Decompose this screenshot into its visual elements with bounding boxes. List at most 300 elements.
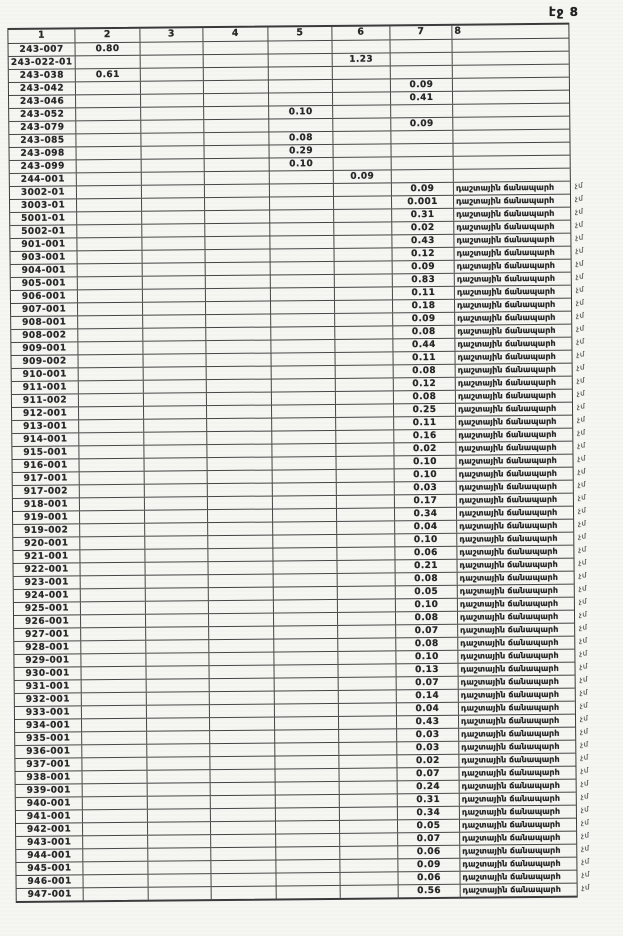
- margin-note: չմ: [578, 558, 587, 567]
- empty-cell: [334, 339, 392, 352]
- row-id: 911-002: [22, 395, 68, 406]
- empty-cell: [273, 574, 337, 587]
- empty-cell: [275, 795, 339, 808]
- margin-note: չմ: [575, 233, 584, 242]
- road-type-cell: դաշտային ճանապարհ: [457, 598, 573, 611]
- row-id: 3003-01: [20, 200, 66, 211]
- row-id: 909-001: [22, 343, 67, 354]
- road-type-cell: դաշտային ճանապարհ: [459, 780, 575, 793]
- row-id: 243-022-01: [10, 57, 73, 69]
- empty-cell: [205, 289, 270, 302]
- empty-cell: [274, 756, 338, 769]
- empty-cell: [452, 104, 568, 117]
- area-value-cell: 0.08: [395, 638, 457, 651]
- margin-note: չմ: [576, 337, 585, 346]
- road-type-cell: դաշտային ճանապարհ: [459, 793, 575, 806]
- empty-cell: [81, 667, 146, 680]
- empty-cell: [146, 757, 209, 770]
- road-type-cell: դաշտային ճանապարհ: [459, 806, 575, 819]
- empty-cell: [76, 186, 141, 199]
- empty-cell: [205, 341, 270, 354]
- empty-cell: [332, 131, 390, 144]
- row-id: 932-001: [25, 694, 70, 705]
- empty-cell: [269, 236, 333, 249]
- row-id: 243-085: [20, 135, 65, 146]
- margin-note: չմ: [581, 870, 590, 879]
- area-value-cell: 0.08: [393, 391, 455, 404]
- margin-note: չմ: [577, 441, 586, 450]
- empty-cell: [143, 445, 206, 458]
- row-id: 904-001: [21, 265, 66, 276]
- area-value-cell: 0.16: [393, 430, 455, 443]
- empty-cell: [205, 250, 270, 263]
- empty-cell: [332, 105, 390, 118]
- empty-cell: [76, 212, 141, 225]
- road-type-cell: դաշտային ճանապարհ: [459, 858, 575, 871]
- empty-cell: [140, 133, 203, 146]
- empty-cell: [268, 80, 332, 93]
- empty-cell: [79, 550, 144, 563]
- empty-cell: [337, 651, 395, 664]
- road-type-cell: դաշտային ճանապարհ: [454, 273, 570, 286]
- empty-cell: [204, 198, 269, 211]
- column-header: 7: [389, 26, 451, 40]
- road-type-cell: դաշտային ճանապարհ: [459, 832, 575, 845]
- empty-cell: [77, 303, 142, 316]
- empty-cell: [335, 378, 393, 391]
- empty-cell: [79, 459, 144, 472]
- area-value-cell: 0.24: [397, 781, 459, 794]
- area-value-cell: 0.41: [390, 92, 452, 105]
- road-type-cell: դաշտային ճանապարհ: [454, 260, 570, 273]
- empty-cell: [143, 419, 206, 432]
- empty-cell: [333, 183, 391, 196]
- empty-cell: [79, 524, 144, 537]
- empty-cell: [210, 796, 275, 809]
- empty-cell: [334, 326, 392, 339]
- empty-cell: [78, 381, 143, 394]
- empty-cell: [335, 404, 393, 417]
- empty-cell: [143, 380, 206, 393]
- empty-cell: [334, 352, 392, 365]
- road-type-cell: դաշտային ճանապարհ: [454, 338, 570, 351]
- area-value-cell: 0.08: [392, 326, 454, 339]
- empty-cell: [210, 835, 275, 848]
- empty-cell: [81, 693, 146, 706]
- area-value-cell: 0.03: [394, 482, 456, 495]
- margin-note: չմ: [578, 532, 587, 541]
- empty-cell: [269, 223, 333, 236]
- area-value-cell: 0.25: [393, 404, 455, 417]
- row-id: 937-001: [26, 759, 71, 770]
- empty-cell: [140, 81, 203, 94]
- empty-cell: [143, 393, 206, 406]
- area-value-cell: 0.34: [394, 508, 456, 521]
- empty-cell: [79, 485, 144, 498]
- empty-cell: [206, 406, 271, 419]
- empty-cell: [333, 209, 391, 222]
- empty-cell: [82, 862, 147, 875]
- area-value-cell: 0.83: [392, 274, 454, 287]
- empty-cell: [146, 770, 209, 783]
- row-id: 243-052: [20, 109, 65, 120]
- road-type-cell: դաշտային ճանապարհ: [460, 884, 576, 897]
- row-id: 243-038: [19, 70, 64, 81]
- empty-cell: [452, 78, 568, 91]
- area-value-cell: 0.09: [397, 859, 459, 872]
- empty-cell: [141, 146, 204, 159]
- road-type-cell: դաշտային ճանապարհ: [454, 286, 570, 299]
- row-id: 920-001: [24, 538, 69, 549]
- empty-cell: [336, 534, 394, 547]
- row-id: 5002-01: [21, 226, 66, 237]
- empty-cell: [337, 625, 395, 638]
- empty-cell: [77, 251, 142, 264]
- empty-cell: [335, 417, 393, 430]
- empty-cell: [204, 237, 269, 250]
- empty-cell: [338, 716, 396, 729]
- empty-cell: [203, 81, 268, 94]
- road-type-cell: դաշտային ճանապարհ: [456, 559, 572, 572]
- empty-cell: [389, 40, 451, 53]
- margin-note: չմ: [580, 792, 590, 801]
- empty-cell: [334, 261, 392, 274]
- row-id: 947-001: [27, 889, 72, 900]
- empty-cell: [269, 197, 333, 210]
- empty-cell: [203, 42, 268, 55]
- area-value-cell: 0.61: [75, 69, 140, 82]
- empty-cell: [453, 156, 569, 169]
- empty-cell: [147, 796, 210, 809]
- empty-cell: [276, 886, 340, 899]
- margin-note: չմ: [580, 805, 590, 814]
- empty-cell: [337, 599, 395, 612]
- empty-cell: [77, 342, 142, 355]
- data-table: [7, 23, 590, 903]
- empty-cell: [337, 586, 395, 599]
- empty-cell: [208, 653, 273, 666]
- road-type-cell: դաշտային ճանապարհ: [459, 871, 575, 884]
- empty-cell: [210, 874, 275, 887]
- area-value-cell: 0.17: [394, 495, 456, 508]
- empty-cell: [78, 368, 143, 381]
- row-id: 907-001: [21, 304, 67, 315]
- row-id: 934-001: [25, 720, 71, 731]
- empty-cell: [274, 691, 338, 704]
- empty-cell: [143, 367, 206, 380]
- empty-cell: [337, 638, 395, 651]
- empty-cell: [336, 495, 394, 508]
- empty-cell: [81, 771, 146, 784]
- road-type-cell: դաշտային ճանապարհ: [457, 585, 573, 598]
- empty-cell: [147, 835, 210, 848]
- area-value-cell: 0.06: [397, 872, 459, 885]
- empty-cell: [275, 834, 339, 847]
- empty-cell: [76, 225, 141, 238]
- margin-note: չմ: [579, 688, 589, 697]
- column-header: 8: [451, 25, 567, 39]
- margin-note: չմ: [579, 714, 589, 723]
- empty-cell: [208, 601, 273, 614]
- road-type-cell: դաշտային ճանապարհ: [455, 390, 571, 403]
- row-id: 914-001: [23, 434, 68, 445]
- empty-cell: [270, 288, 334, 301]
- empty-cell: [144, 536, 207, 549]
- empty-cell: [210, 861, 275, 874]
- empty-cell: [451, 39, 567, 52]
- area-value-cell: 0.09: [390, 79, 452, 92]
- margin-note: չմ: [580, 740, 589, 749]
- margin-note: չմ: [577, 467, 586, 476]
- area-value-cell: 0.18: [392, 300, 454, 313]
- empty-cell: [146, 692, 209, 705]
- empty-cell: [80, 654, 145, 667]
- row-id: 938-001: [26, 772, 71, 783]
- empty-cell: [207, 536, 272, 549]
- empty-cell: [333, 222, 391, 235]
- empty-cell: [339, 807, 397, 820]
- margin-note: չմ: [575, 220, 584, 229]
- empty-cell: [75, 134, 140, 147]
- row-id: 941-001: [26, 811, 72, 822]
- road-type-cell: դաշտային ճանապարհ: [456, 533, 572, 546]
- empty-cell: [77, 290, 142, 303]
- empty-cell: [337, 612, 395, 625]
- row-id: 929-001: [25, 655, 70, 666]
- empty-cell: [391, 157, 453, 170]
- margin-note: չմ: [577, 454, 586, 463]
- empty-cell: [78, 407, 143, 420]
- empty-cell: [270, 353, 334, 366]
- margin-note: չմ: [579, 701, 589, 710]
- empty-cell: [203, 120, 268, 133]
- empty-cell: [140, 120, 203, 133]
- row-id: 916-001: [23, 460, 68, 471]
- empty-cell: [140, 55, 203, 68]
- row-id: 944-001: [27, 850, 72, 861]
- row-id: 3002-01: [20, 187, 66, 198]
- empty-cell: [270, 340, 334, 353]
- row-id: 915-001: [23, 447, 68, 458]
- area-value-cell: 0.44: [392, 339, 454, 352]
- empty-cell: [337, 573, 395, 586]
- empty-cell: [143, 432, 206, 445]
- empty-cell: [80, 615, 145, 628]
- empty-cell: [80, 628, 145, 641]
- area-value-cell: 0.08: [395, 573, 457, 586]
- empty-cell: [335, 456, 393, 469]
- row-id: 925-001: [24, 603, 70, 614]
- margin-note: չմ: [575, 246, 584, 255]
- area-value-cell: 0.06: [394, 547, 456, 560]
- empty-cell: [203, 107, 268, 120]
- empty-cell: [272, 535, 336, 548]
- empty-cell: [333, 157, 391, 170]
- empty-cell: [140, 68, 203, 81]
- empty-cell: [204, 172, 269, 185]
- road-type-cell: դաշտային ճանապարհ: [455, 403, 571, 416]
- margin-note: չմ: [575, 259, 584, 268]
- empty-cell: [272, 522, 336, 535]
- empty-cell: [273, 600, 337, 613]
- empty-cell: [144, 549, 207, 562]
- empty-cell: [204, 211, 269, 224]
- empty-cell: [209, 692, 274, 705]
- empty-cell: [338, 677, 396, 690]
- road-type-cell: դաշտային ճանապարհ: [453, 247, 569, 260]
- empty-cell: [332, 144, 390, 157]
- empty-cell: [144, 484, 207, 497]
- empty-cell: [208, 575, 273, 588]
- column-header: 4: [202, 28, 267, 42]
- empty-cell: [336, 482, 394, 495]
- row-id: 911-001: [22, 382, 67, 393]
- road-type-cell: դաշտային ճանապարհ: [455, 416, 571, 429]
- road-type-cell: դաշտային ճանապարհ: [455, 364, 571, 377]
- road-type-cell: դաշտային ճանապարհ: [454, 325, 570, 338]
- empty-cell: [339, 833, 397, 846]
- area-value-cell: 0.03: [396, 742, 458, 755]
- row-id: 243-046: [19, 96, 65, 107]
- empty-cell: [268, 119, 332, 132]
- margin-note: չմ: [577, 428, 586, 437]
- road-type-cell: դաշտային ճանապարհ: [457, 624, 573, 637]
- area-value-cell: 0.12: [391, 248, 453, 261]
- empty-cell: [142, 328, 205, 341]
- empty-cell: [338, 703, 396, 716]
- row-id: 922-001: [24, 564, 69, 575]
- road-type-cell: դաշտային ճանապարհ: [458, 767, 574, 780]
- empty-cell: [145, 588, 208, 601]
- empty-cell: [275, 847, 339, 860]
- row-id: 942-001: [26, 824, 72, 835]
- empty-cell: [145, 627, 208, 640]
- empty-cell: [338, 742, 396, 755]
- empty-cell: [269, 210, 333, 223]
- road-type-cell: դաշտային ճանապարհ: [454, 299, 570, 312]
- empty-cell: [332, 66, 390, 79]
- empty-cell: [76, 147, 141, 160]
- area-value-cell: 0.12: [393, 378, 455, 391]
- margin-note: չմ: [578, 597, 588, 606]
- margin-note: չմ: [575, 207, 584, 216]
- empty-cell: [273, 613, 337, 626]
- margin-note: չմ: [574, 194, 584, 203]
- empty-cell: [336, 560, 394, 573]
- empty-cell: [390, 66, 452, 79]
- area-value-cell: 0.11: [392, 352, 454, 365]
- empty-cell: [77, 277, 142, 290]
- empty-cell: [146, 718, 209, 731]
- row-id: 946-001: [27, 876, 72, 887]
- empty-cell: [209, 705, 274, 718]
- empty-cell: [145, 614, 208, 627]
- area-value-cell: 0.02: [391, 222, 453, 235]
- empty-cell: [339, 872, 397, 885]
- empty-cell: [79, 537, 144, 550]
- row-id: 939-001: [26, 785, 71, 796]
- area-value-cell: 0.10: [269, 158, 333, 171]
- empty-cell: [207, 471, 272, 484]
- empty-cell: [340, 885, 398, 898]
- empty-cell: [208, 666, 273, 679]
- road-type-cell: դաշտային ճանապարհ: [457, 663, 573, 676]
- empty-cell: [78, 420, 143, 433]
- empty-cell: [390, 131, 452, 144]
- area-value-cell: 0.10: [395, 651, 457, 664]
- empty-cell: [206, 432, 271, 445]
- empty-cell: [82, 797, 147, 810]
- empty-cell: [336, 508, 394, 521]
- empty-cell: [142, 341, 205, 354]
- area-value-cell: 0.04: [394, 521, 456, 534]
- empty-cell: [82, 784, 147, 797]
- empty-cell: [206, 458, 271, 471]
- empty-cell: [268, 54, 332, 67]
- empty-cell: [268, 41, 332, 54]
- road-type-cell: դաշտային ճանապարհ: [456, 546, 572, 559]
- area-value-cell: 0.07: [396, 677, 458, 690]
- area-value-cell: 0.56: [398, 885, 460, 898]
- area-value-cell: 0.07: [397, 833, 459, 846]
- empty-cell: [77, 316, 142, 329]
- road-type-cell: դաշտային ճանապարհ: [458, 689, 574, 702]
- area-value-cell: 0.34: [397, 807, 459, 820]
- empty-cell: [207, 484, 272, 497]
- margin-note: չմ: [576, 324, 585, 333]
- row-id: 943-001: [27, 837, 72, 848]
- empty-cell: [272, 561, 336, 574]
- empty-cell: [453, 169, 569, 182]
- row-id: 923-001: [24, 577, 69, 588]
- empty-cell: [144, 523, 207, 536]
- empty-cell: [82, 836, 147, 849]
- empty-cell: [336, 469, 394, 482]
- empty-cell: [82, 810, 147, 823]
- empty-cell: [338, 729, 396, 742]
- row-id: 919-001: [23, 512, 69, 523]
- empty-cell: [81, 706, 146, 719]
- empty-cell: [274, 730, 338, 743]
- empty-cell: [272, 548, 336, 561]
- empty-cell: [335, 430, 393, 443]
- margin-note: չմ: [578, 584, 588, 593]
- road-type-cell: դաշտային ճանապարհ: [456, 468, 572, 481]
- road-type-cell: դաշտային ճանապարհ: [456, 520, 572, 533]
- empty-cell: [210, 822, 275, 835]
- empty-cell: [452, 65, 568, 78]
- empty-cell: [143, 406, 206, 419]
- empty-cell: [146, 744, 209, 757]
- area-value-cell: 0.07: [395, 625, 457, 638]
- row-id: 910-001: [22, 369, 67, 380]
- empty-cell: [209, 731, 274, 744]
- area-value-cell: 0.31: [397, 794, 459, 807]
- empty-cell: [75, 121, 140, 134]
- empty-cell: [272, 496, 336, 509]
- empty-cell: [271, 431, 335, 444]
- empty-cell: [203, 94, 268, 107]
- empty-cell: [333, 248, 391, 261]
- row-id: 917-002: [23, 486, 68, 497]
- empty-cell: [142, 289, 205, 302]
- area-value-cell: 0.09: [392, 261, 454, 274]
- road-type-cell: դաշտային ճանապարհ: [458, 741, 574, 754]
- empty-cell: [271, 405, 335, 418]
- row-id: 906-001: [21, 291, 67, 302]
- empty-cell: [140, 42, 203, 55]
- empty-cell: [331, 40, 389, 53]
